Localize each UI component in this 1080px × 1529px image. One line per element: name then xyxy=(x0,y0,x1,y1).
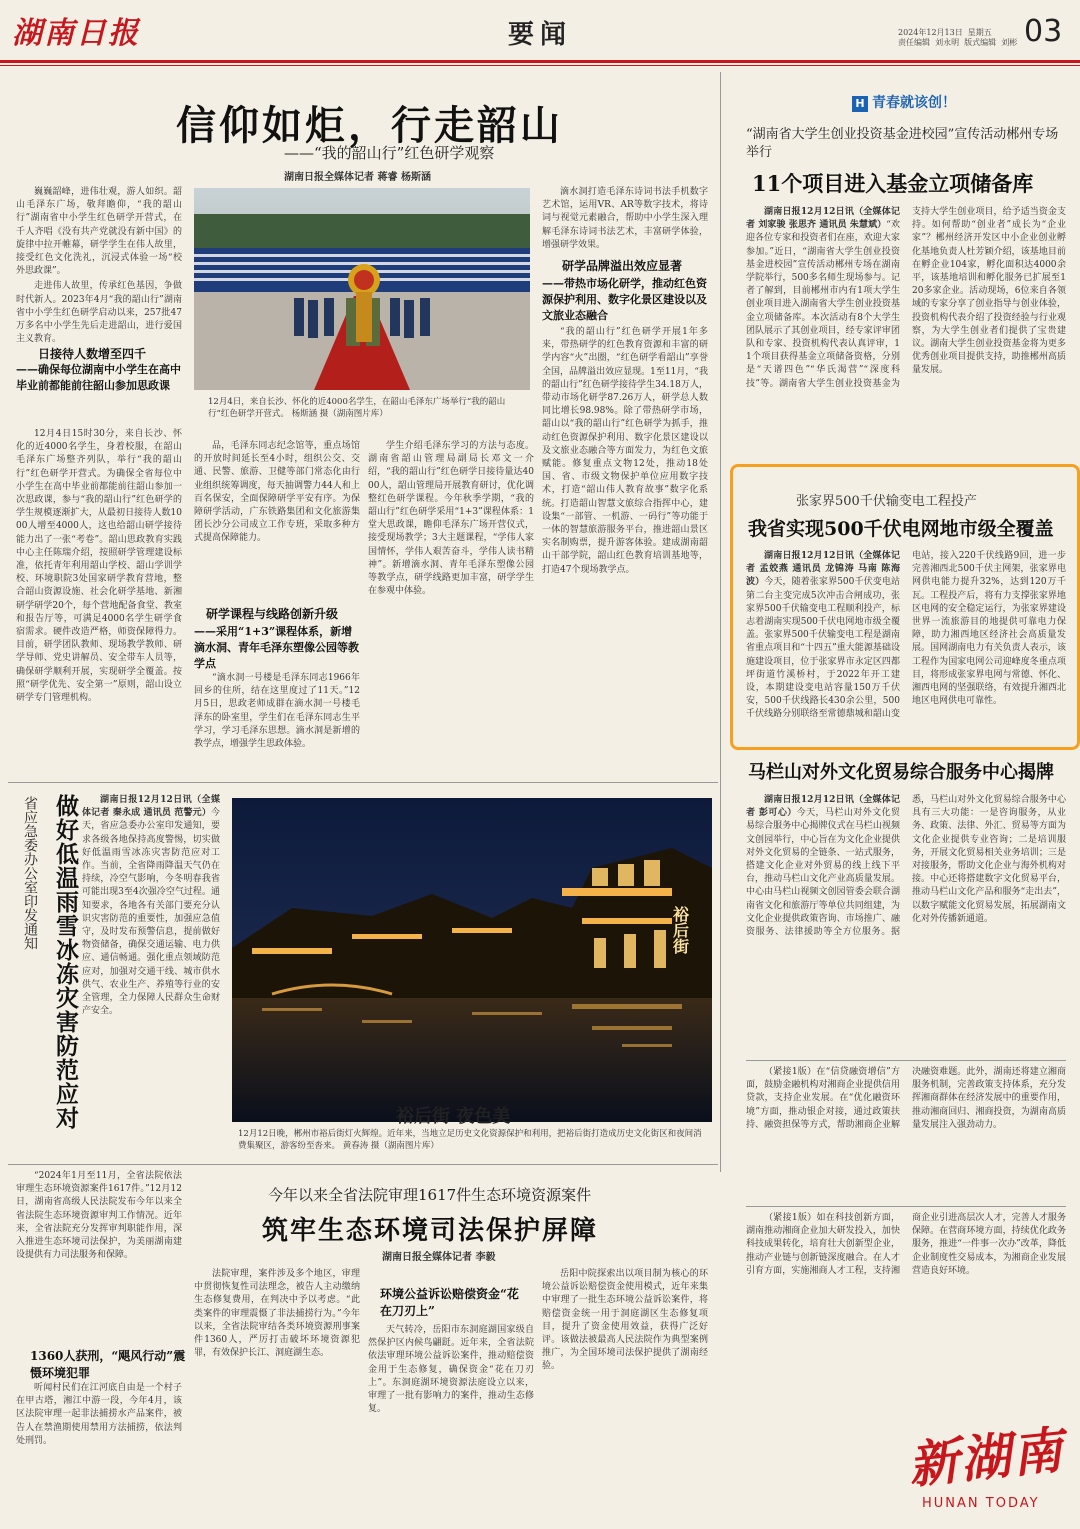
lead-byline: 湖南日报全媒体记者 蒋睿 杨斯涵 xyxy=(284,172,431,183)
lead-col1-subhead: 日接待人数增至四千 xyxy=(38,347,147,361)
lead-col2-subhead: 研学课程与线路创新升级 xyxy=(206,607,339,621)
section-title: 要闻 xyxy=(508,20,573,50)
right1-body: 湖南日报12月12日讯（全媒体记者 刘家骏 张思齐 通讯员 朱慧斌）“欢迎各位专家和投资者们在座，欢迎大家参加。”近日，“湖南省大学生创业投资基金进校园”宣传活动郴州专场在湖南学院举行，500多名师生现场参与。记者了解到，目前郴州市内有1项大学生创业项目进入湖南省大学生创业投资基金立项储备库。本次活动有8个大学生团队展示了其创业项目，经专家评审团队和专家、投资机构代表认真评审，11个项目获得基金立项储备资格，分别是“天谱四色”“华氏渴营”“深度科技”等。湖南省大学生创业投资基金为支持大学生创业项目，给予适当资金支持。如何帮助“创业者”成长为“企业家”？郴州经济开发区中小企业创业孵化基地负责人杜芳颖介绍，该基地目前在孵企业104家，孵化面积达4000余平，该基地培训和孵化服务已扩展至120多家企业。活动现场，6位来自各领域的专家分享了创业指导与创业体验，投资机构代表介绍了投资经验与行业观察，为大学生创业者们提供了宝贵建议。湖南大学生创业投资基金将为更多优秀创业项目提供支持，助推郴州高质量发展。 xyxy=(746,207,1066,389)
cold-title: 做好低温雨雪冰冻灾害防范应对 xyxy=(52,794,79,1130)
hunan-today-watermark-en: HUNAN TODAY xyxy=(922,1496,1040,1511)
lead-col2-body2: “滴水洞一号楼是毛泽东同志1966年回乡的住所，结在这里度过了11天。”12月5日，思政老师成群在滴水洞一号楼毛泽东的卧室里，学生们在毛泽东同志生平学习，学习毛泽东思想。滴水洞是新增的教学点，增强学生思政体验。 xyxy=(194,673,360,750)
bottom-title: 筑牢生态环境司法保护屏障 xyxy=(262,1216,599,1246)
lead-col2-subhead2: ——采用“1+3”课程体系，新增滴水洞、青年毛泽东塑像公园等教学点 xyxy=(194,625,359,670)
lead-photo xyxy=(194,188,530,390)
right2-title: 我省实现500千伏电网地市级全覆盖 xyxy=(748,518,1054,540)
night-photo-caption: 12月12日晚，郴州市裕后街灯火辉煌。近年来，当地立足历史文化资源保护和利用，把裕后街打造成历史文化街区和夜间消费集聚区，游客纷至沓来。 黄春涛 摄（湖南图片库） xyxy=(238,1129,702,1151)
bottom-col1: “2024年1月至11月，全省法院依法审理生态环境资源案件1617件。”12月12日，湖南省高级人民法院发布今年以来全省法院生态环境资源审判工作情况。近年来，全省法院充分发挥审判职能作用，深入推进生态环境司法保护，为美丽湖南建设提供有力司法服务和保障。 xyxy=(16,1171,182,1261)
night-photo-sign: 裕后街 xyxy=(670,906,690,954)
lead-col3-body: 学生介绍毛泽东学习的方法与态度。湖南省韶山管理局副局长邓文一介绍，“我的韶山行”红色研学日接待量达4000人，韶山管理局开展教育研讨，优化调整红色研学课程。今年秋季学期，“我的韶山行”红色研学采用“1+3”课程体系：1堂大思政课，瞻仰毛泽东广场开营仪式，接受现场教学；3大主题课程，“学伟人家国情怀，学伟人艰苦奋斗，学伟人读书精神”。新增滴水洞、青年毛泽东塑像公园等教学点，研学线路更加丰富，研学学生在参观中体验。 xyxy=(368,441,534,597)
lead-col1-subhead2: ——确保每位湖南中小学生在高中毕业前都能前往韶山参加思政课 xyxy=(16,363,181,392)
hunan-today-watermark: 新湖南 xyxy=(905,1419,1068,1495)
right3-title: 马栏山对外文化贸易综合服务中心揭牌 xyxy=(748,762,1054,783)
right-divider-2 xyxy=(746,1206,1066,1207)
page-number: 03 xyxy=(1024,14,1063,49)
right1-title: 11个项目进入基金立项储备库 xyxy=(752,171,1034,196)
bottom-col3-subhead: 环境公益诉讼赔偿资金“花在刀刃上” xyxy=(380,1287,519,1318)
lead-col4-body2: “我的韶山行”红色研学开展1年多来，带热研学的红色教育资源和丰富的研学内容“火”出圈，“红色研学看韶山”享誉全国，品牌溢出效应显现。1至11月，“我的韶山行”红色研学接待学生34.18万人，带动市场化研学87.26万人，研学总人数同比增长98.98%。除了带热研学市场，韶山以“我的韶山行”红色研学为抓手，推动红色资源保护利用、数字化景区建设以及文旅业态融合等方面发力，为红色文旅赋能。修复重点文物12处，推动18处国、省、市级文物保护单位应用数字技术，打造“韶山伟人教育故事”数字化系统。打造韶山智慧文旅综合指挥中心，建设集“一部管、一机游、一码行”等功能于一体的智慧旅游服务平台，推进韶山景区实名制购票，提升游客体验。建成湖南韶山干部学院，韶山红色教育培训基地等，打造47个现场教学点。 xyxy=(542,327,708,575)
masthead-info: 2024年12月13日 星期五 责任编辑 刘永明 版式编辑 刘彬 xyxy=(898,28,1018,47)
bottom-col2: 法院审理，案件涉及多个地区，审理中贯彻恢复性司法理念，被告人主动缴纳生态修复费用，在判决中予以考虑。“此类案件的审理震慑了非法捕捞行为。”今年以来，全省法院审结各类环境资源刑事案件1360人，严厉打击破坏环境资源犯罪，有效保护长江、洞庭湖生态。 xyxy=(194,1269,360,1359)
right1-kicker: “湖南省大学生创业投资基金进校园”宣传活动郴州专场举行 xyxy=(746,127,1059,160)
lead-col4-subhead: 研学品牌溢出效应显著 xyxy=(562,259,683,273)
lead-col4-subhead2: ——带热市场化研学，推动红色资源保护利用、数字化景区建设以及文旅业态融合 xyxy=(542,277,707,322)
night-photo xyxy=(232,798,712,1122)
right3-brief2: （紧接1版）如在科技创新方面，湖南推动湘商企业加大研发投入，加快科技成果转化，培育壮大创新型企业，推动产业链与创新链深度融合。在人才引育方面，实施湘商人才工程，支持湘商企业引进高层次人才，完善人才服务保障。在营商环境方面，持续优化政务服务，推进“一件事一次办”改革，降低企业制度性交易成本，为湘商企业发展营造良好环境。 xyxy=(746,1213,1066,1276)
right2-body: 湖南日报12月12日讯（全媒体记者 孟姣燕 通讯员 龙锦涛 马南 陈海波）今天，随着张家界500千伏变电站第二台主变完成5次冲击合闸成功，张家界500千伏输变电工程顺利投产，标志着湖南实现500千伏电网地市级全覆盖。张家界500千伏输变电工程是湖南省重点项目和“十四五”重大能源基础设施建设项目，位于张家界市永定区四都坪街道竹溪桥村，于2022年开工建设，本期建设变电站容量150万千伏安，500千伏线路长430余公里，500千伏线路分别联络至常德鼎城和韶山变电站，接入220千伏线路9回，进一步完善湘西北500千伏主网架，张家界电网供电能力提升32%，达到120万千瓦。工程投产后，将有力支撑张家界地区电网的安全稳定运行，为张家界建设世界一流旅游目的地提供可靠电力保障，助力湘西地区经济社会高质量发展。国网湖南电力有关负责人表示，该工程作为国家电网公司迎峰度冬重点项目，将形成张家界电网与常德、怀化、湘西电网的坚强联络，有效提升湘西北地区电网供电可靠性。 xyxy=(746,551,1066,720)
masthead-logo: 湖南日报 xyxy=(12,16,140,51)
masthead-rule xyxy=(0,60,1080,63)
youth-brand-icon: H xyxy=(852,96,868,112)
cold-body: 湖南日报12月12日讯（全媒体记者 秦永成 通讯员 范警元）今天，省应急委办公室印发通知，要求各级各地保持高度警惕，切实做好低温雨雪冰冻灾害防范应对工作。当前，全省降雨降温天气仍在持续，冷空气影响，今冬明春我省可能出现3至4次强冷空气过程。通知要求，各地各有关部门要充分认识灾害防范的重要性，加强应急值守，及时发布预警信息，提前做好物资储备，确保交通运输、电力供应、通信畅通。强化重点领域防范应对，加强对交通干线、城市供水供气、农业生产、养殖等行业的安全管理，全力保障人民群众生命财产安全。 xyxy=(82,795,220,1017)
bottom-kicker: 今年以来全省法院审理1617件生态环境资源案件 xyxy=(268,1186,592,1204)
bottom-col1-subhead: 1360人获刑，“飓风行动”震慑环境犯罪 xyxy=(30,1349,186,1380)
right3-brief1: （紧接1版）在“信贷融资增信”方面，鼓励金融机构对湘商企业提供信用贷款，支持企业发展。在“优化融资环境”方面，推动银企对接，通过政策扶持、融资担保等方式，帮助湘商企业解决融资难题。此外，湖南还将建立湘商服务机制，完善政策支持体系，充分发挥湘商群体在经济发展中的重要作用，推动湘商回归、湘商投资，为湖南高质量发展注入强劲动力。 xyxy=(746,1067,1066,1130)
section-divider xyxy=(8,782,718,783)
right2-kicker: 张家界500千伏输变电工程投产 xyxy=(796,494,977,509)
bottom-divider xyxy=(8,1164,718,1165)
lead-col4-body: 滴水洞打造毛泽东诗词书法手机数字艺术馆，运用VR、AR等数字技术，将诗词与视觉元素融合，帮助中小学生深入理解毛泽东诗词书法艺术，丰富研学体验，增强研学效果。 xyxy=(542,187,708,250)
column-divider xyxy=(720,72,721,1172)
cold-kicker: 省应急委办公室印发通知 xyxy=(22,796,38,950)
lead-photo-caption: 12月4日，来自长沙、怀化的近4000名学生，在韶山毛泽东广场举行“我的韶山行”红色研学开营式。 杨斯涵 摄（湖南图片库） xyxy=(208,397,506,419)
lead-col2-body: 品，毛泽东同志纪念馆等，重点场馆的开放时间延长至4小时，组织公交、交通、民警、旅游、卫健等部门常态化由行业组织统筹调度，每天抽调警力44人和上百名保安，全面保障研学平安有序。为保障研学活动，广东铁路集团和文化旅游集团长沙分公司成立工作专班，采取多种方式提高保障能力。 xyxy=(194,441,360,544)
bottom-col3: 天气转冷，岳阳市东洞庭湖国家级自然保护区内候鸟翩跹。近年来，全省法院依法审理环境公益诉讼案件，推动赔偿资金用于生态修复，确保资金“花在刀刃上”。东洞庭湖环境资源法庭设立以来，审理了一批有影响力的案件，推动生态修复。 xyxy=(368,1325,534,1415)
bottom-col4: 岳阳中院探索出以项目制为核心的环境公益诉讼赔偿资金使用模式，近年来集中审理了一批生态环境公益诉讼案件，将赔偿资金统一用于洞庭湖区生态修复项目，提升了资金使用效益，获得广泛好评。该做法被最高人民法院作为典型案例推广，为全国环境司法保护提供了湖南经验。 xyxy=(542,1269,708,1372)
lead-col1-intro: 巍巍韶峰，进伟壮观，游人如织。韶山毛泽东广场，敬拜瞻仰，“我的韶山行”湖南省中小学生红色研学开营式，在千人齐唱《没有共产党就没有新中国》的旋律中拉开帷幕，研学学生在伟人故里，接受红色文化洗礼，沉浸式体验一场“校外思政课”。 走进伟人故里，传承红色基因，争做时代新人。2023年4月“我的韶山行”湖南省中小学生红色研学启动以来，257批47万多名中小学生先后走进韶山，进行爱国主义教育。 xyxy=(16,187,182,344)
right-divider xyxy=(746,1060,1066,1061)
lead-subtitle: ——“我的韶山行”红色研学观察 xyxy=(284,144,495,162)
bottom-byline: 湖南日报全媒体记者 李毅 xyxy=(382,1252,496,1263)
masthead-rule-thin xyxy=(0,65,1080,66)
lead-title: 信仰如炬，行走韶山 xyxy=(176,102,563,149)
youth-brand: H 青春就该创！ xyxy=(852,92,956,112)
lead-col1-body: 12月4日15时30分，来自长沙、怀化的近4000名学生，身着校服，在韶山毛泽东广场整齐列队，举行“我的韶山行”红色研学开营式。为确保全省每位中小学生在高中毕业前都能前往韶山参加一次思政课，参与“我的韶山行”红色研学的学生规模逐渐扩大，从最初日接待人数1000人增至4000人，这也给韶山研学接待能力出了一张“考卷”。韶山思政教育实践中心主任陈瑞介绍，按照研学管理建设标准，依托青年利用韶山学校、韶山学训学校、环境职院3处国家研学教育营地，整合韶山资源设施、社会化研学基地、新湘研学研学20个，每个营地配备食堂、教室和报告厅等，可满足4000名学生研学食宿需求。硬件改造严格，师资保障得力。目前，研学团队教师、现场教学教师、研学导师、党史讲解员、安全带车人员等，确保研学顺利开展，实现研学全覆盖。按照“研学优先、安全第一”原则，韶山设立研学专门管理机构。 xyxy=(16,429,182,704)
right3-body: 湖南日报12月12日讯（全媒体记者 彭可心）今天，马栏山对外文化贸易综合服务中心揭牌仪式在马栏山视频文创园举行，中心旨在为文化企业提供对外文化贸易的全链条、一站式服务，搭建文化企业对外贸易的线上线下平台，推动马栏山文化产业高质量发展。中心由马栏山视频文创园管委会联合湖南省文化和旅游厅等单位共同组建，为文化企业提供政策咨询、市场推广、融资服务、法律援助等全方位服务。据悉，马栏山对外文化贸易综合服务中心具有三大功能：一是咨询服务，从业务、政策、法律、外汇、贸易等方面为文化企业提供专业咨询；二是培训服务，开展文化贸易相关业务培训；三是对接服务，帮助文化企业与海外机构对接。中心还将搭建数字文化贸易平台，推动马栏山文化产品和服务“走出去”，以数字赋能文化贸易发展，拓展湖南文化对外传播新通道。 xyxy=(746,795,1066,938)
night-photo-title: 裕后街 夜色美 xyxy=(396,1106,511,1127)
bottom-col1-body: 听闻村民们在江河底自由是一个村子在甲古塔，湘江中游一段，今年4月，该区法院审理一起非法捕捞水产品案件，被告人在禁渔期使用禁用方法捕捞，依法判处刑罚。 xyxy=(16,1383,182,1446)
